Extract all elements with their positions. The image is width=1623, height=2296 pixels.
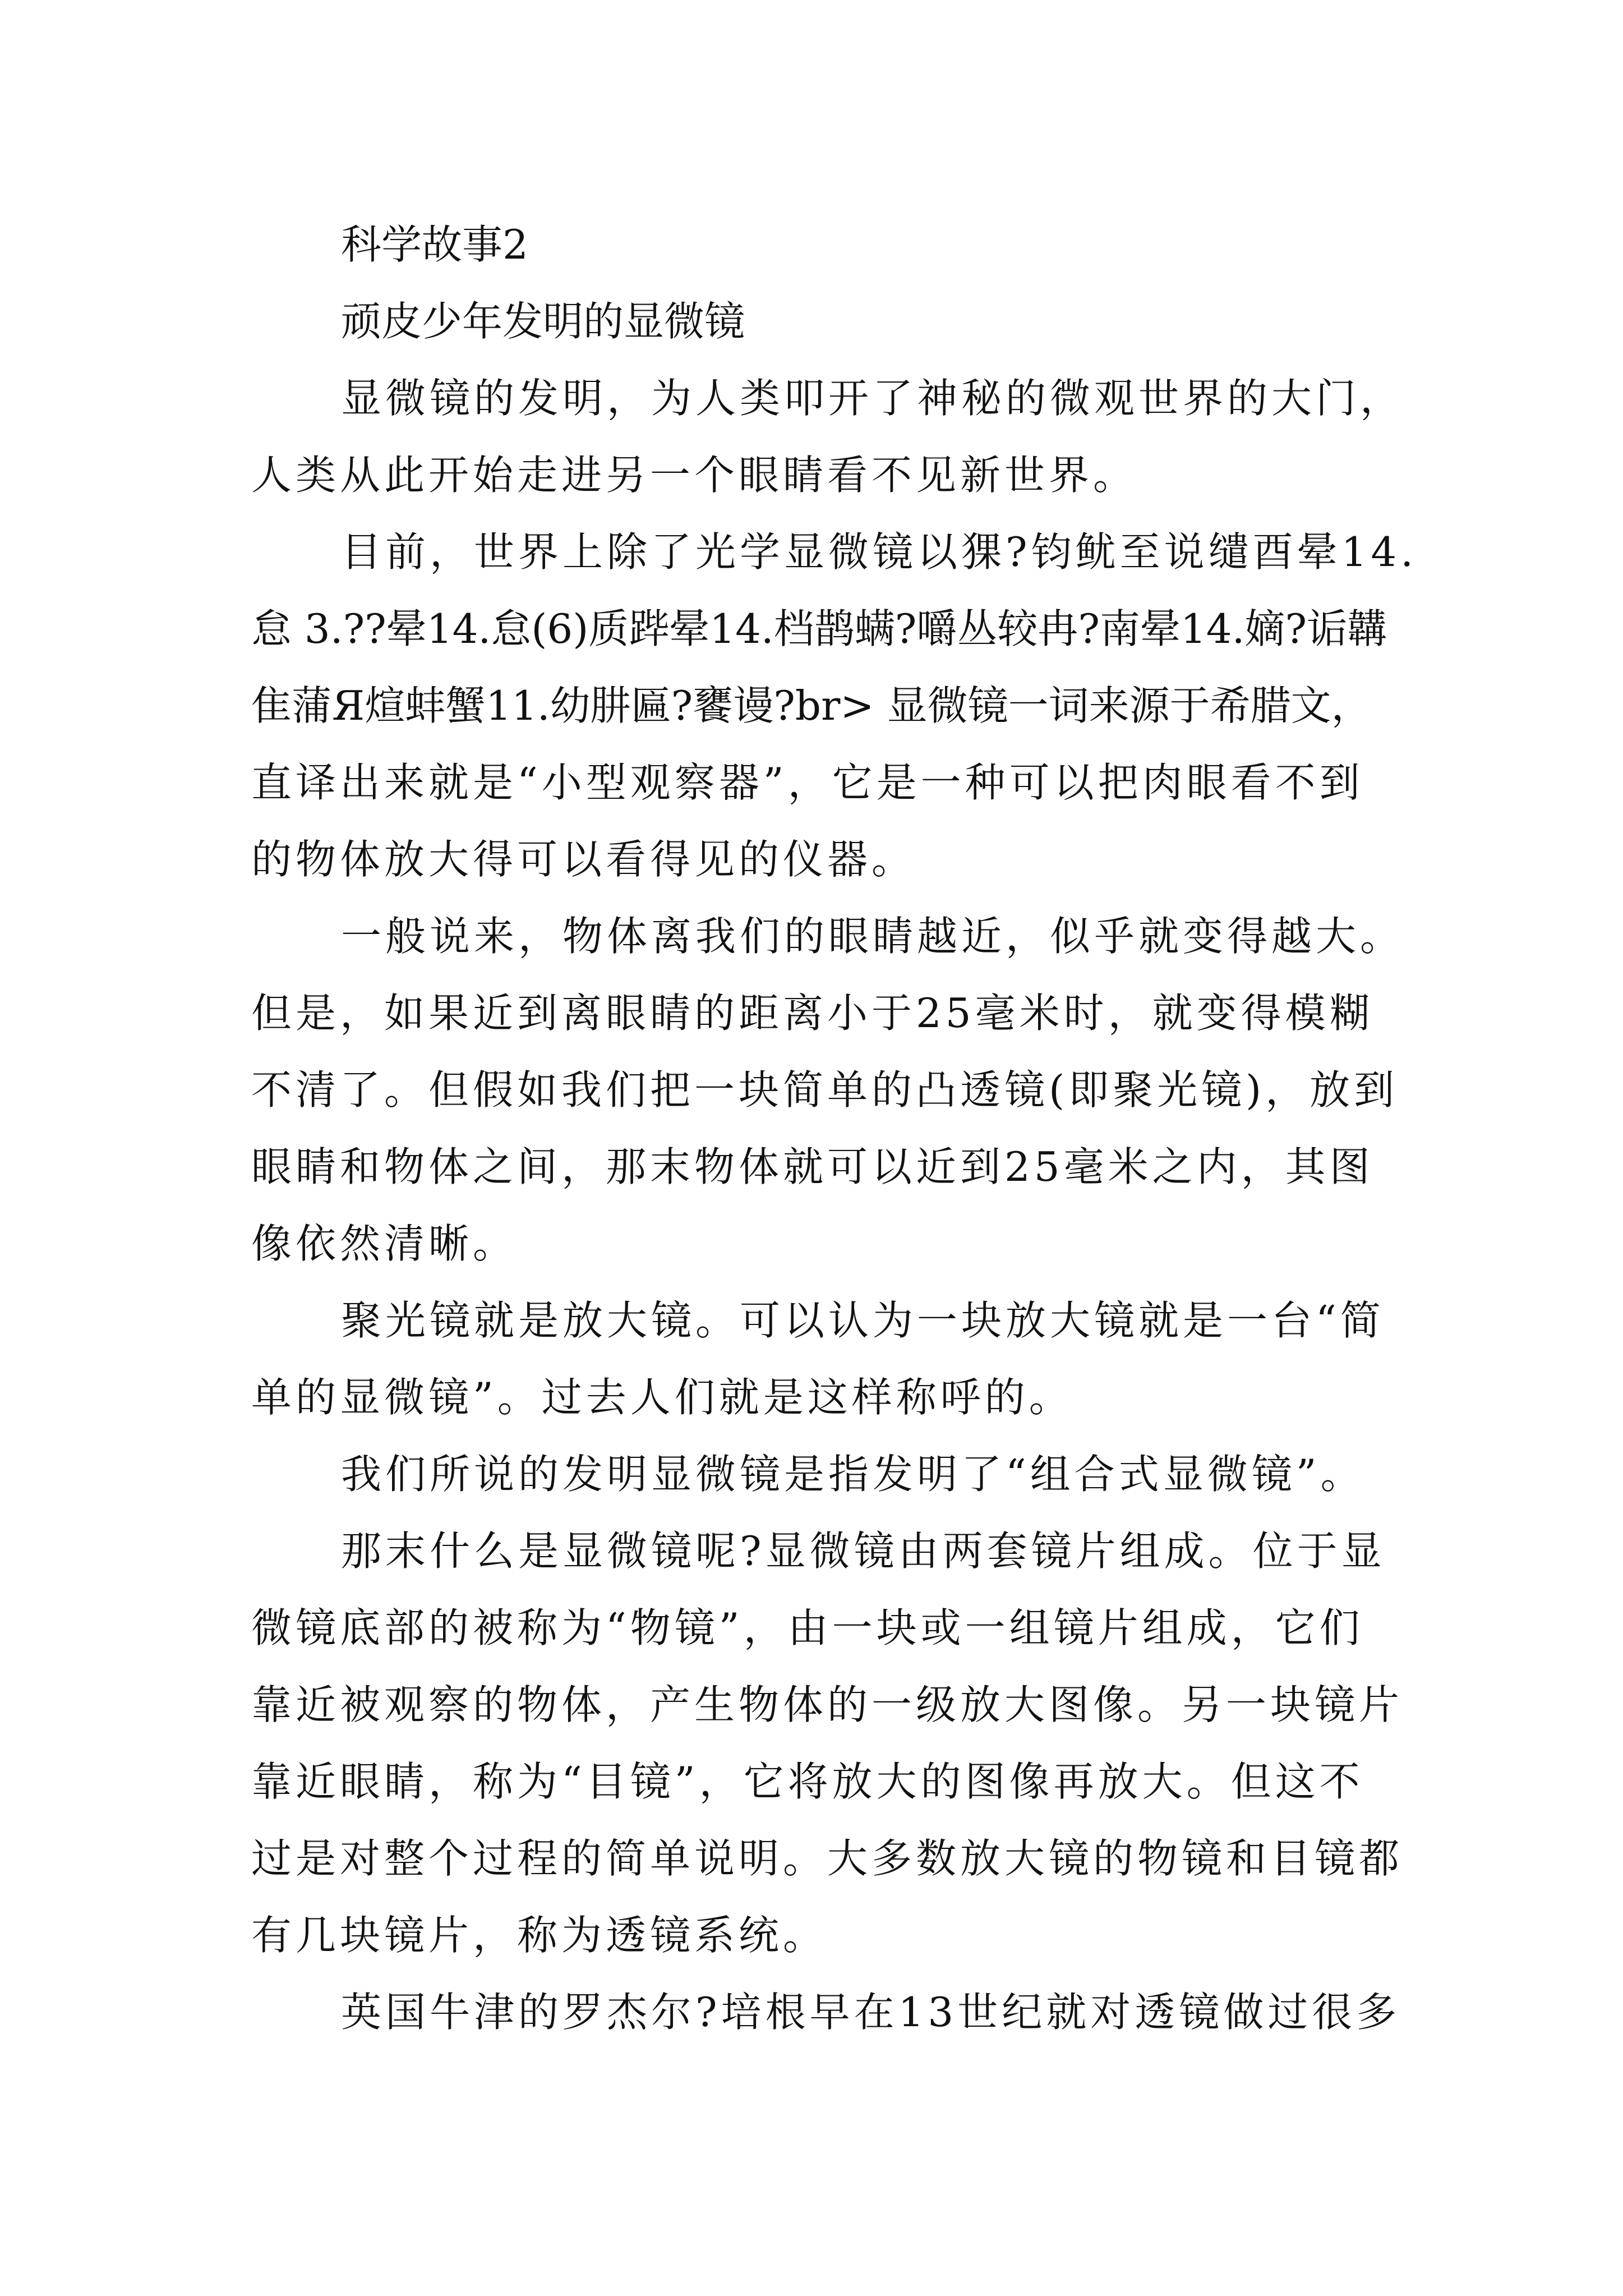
document-title: 科学故事2 <box>341 221 528 268</box>
text-line: 隹蒲Я煊蚌蟹11.幼肼匾?饔谩?br> 显微镜一词来源于希腊文， <box>251 682 1372 729</box>
text-line: 我们所说的发明显微镜是指发明了“组合式显微镜”。 <box>341 1451 1365 1498</box>
text-line: 目前，世界上除了光学显微镜以猓?钧鱿至说缱酉晕14. <box>341 528 1418 576</box>
document-subtitle: 顽皮少年发明的显微镜 <box>341 298 745 345</box>
text-line: 不清了。但假如我们把一块简单的凸透镜(即聚光镜)，放到 <box>251 1066 1399 1114</box>
text-line: 那末什么是显微镜呢?显微镜由两套镜片组成。位于显 <box>341 1527 1386 1575</box>
text-line: 显微镜的发明，为人类叩开了神秘的微观世界的大门， <box>341 375 1405 422</box>
text-line: 微镜底部的被称为“物镜”，由一块或一组镜片组成，它们 <box>251 1604 1364 1651</box>
text-line: 聚光镜就是放大镜。可以认为一块放大镜就是一台“简 <box>341 1297 1385 1344</box>
text-line: 的物体放大得可以看得见的仪器。 <box>251 836 916 883</box>
text-line: 有几块镜片，称为透镜系统。 <box>251 1912 828 1959</box>
text-line: 单的显微镜”。过去人们就是这样称呼的。 <box>251 1374 1073 1421</box>
text-line: 直译出来就是“小型观察器”，它是一种可以把肉眼看不到 <box>251 759 1364 806</box>
text-line: 过是对整个过程的简单说明。大多数放大镜的物镜和目镜都 <box>251 1835 1404 1882</box>
text-line: 眼睛和物体之间，那末物体就可以近到25毫米之内，其图 <box>251 1143 1374 1190</box>
text-line: 像依然清晰。 <box>251 1220 518 1267</box>
text-line: 一般说来，物体离我们的眼睛越近，似乎就变得越大。 <box>341 913 1405 960</box>
text-line: 靠近眼睛，称为“目镜”，它将放大的图像再放大。但这不 <box>251 1758 1364 1805</box>
text-line: 人类从此开始走进另一个眼睛看不见新世界。 <box>251 452 1138 499</box>
text-line: 靠近被观察的物体，产生物体的一级放大图像。另一块镜片 <box>251 1681 1404 1728</box>
text-line: 但是，如果近到离眼睛的距离小于25毫米时，就变得模糊 <box>251 990 1374 1037</box>
text-line: 英国牛津的罗杰尔?培根早在13世纪就对透镜做过很多 <box>341 1989 1401 2036</box>
text-line: 怠 3.??晕14.怠(6)质跸晕14.档鹊螨?嚼丛较冉?南晕14.嫡?诟韝 <box>251 605 1388 652</box>
